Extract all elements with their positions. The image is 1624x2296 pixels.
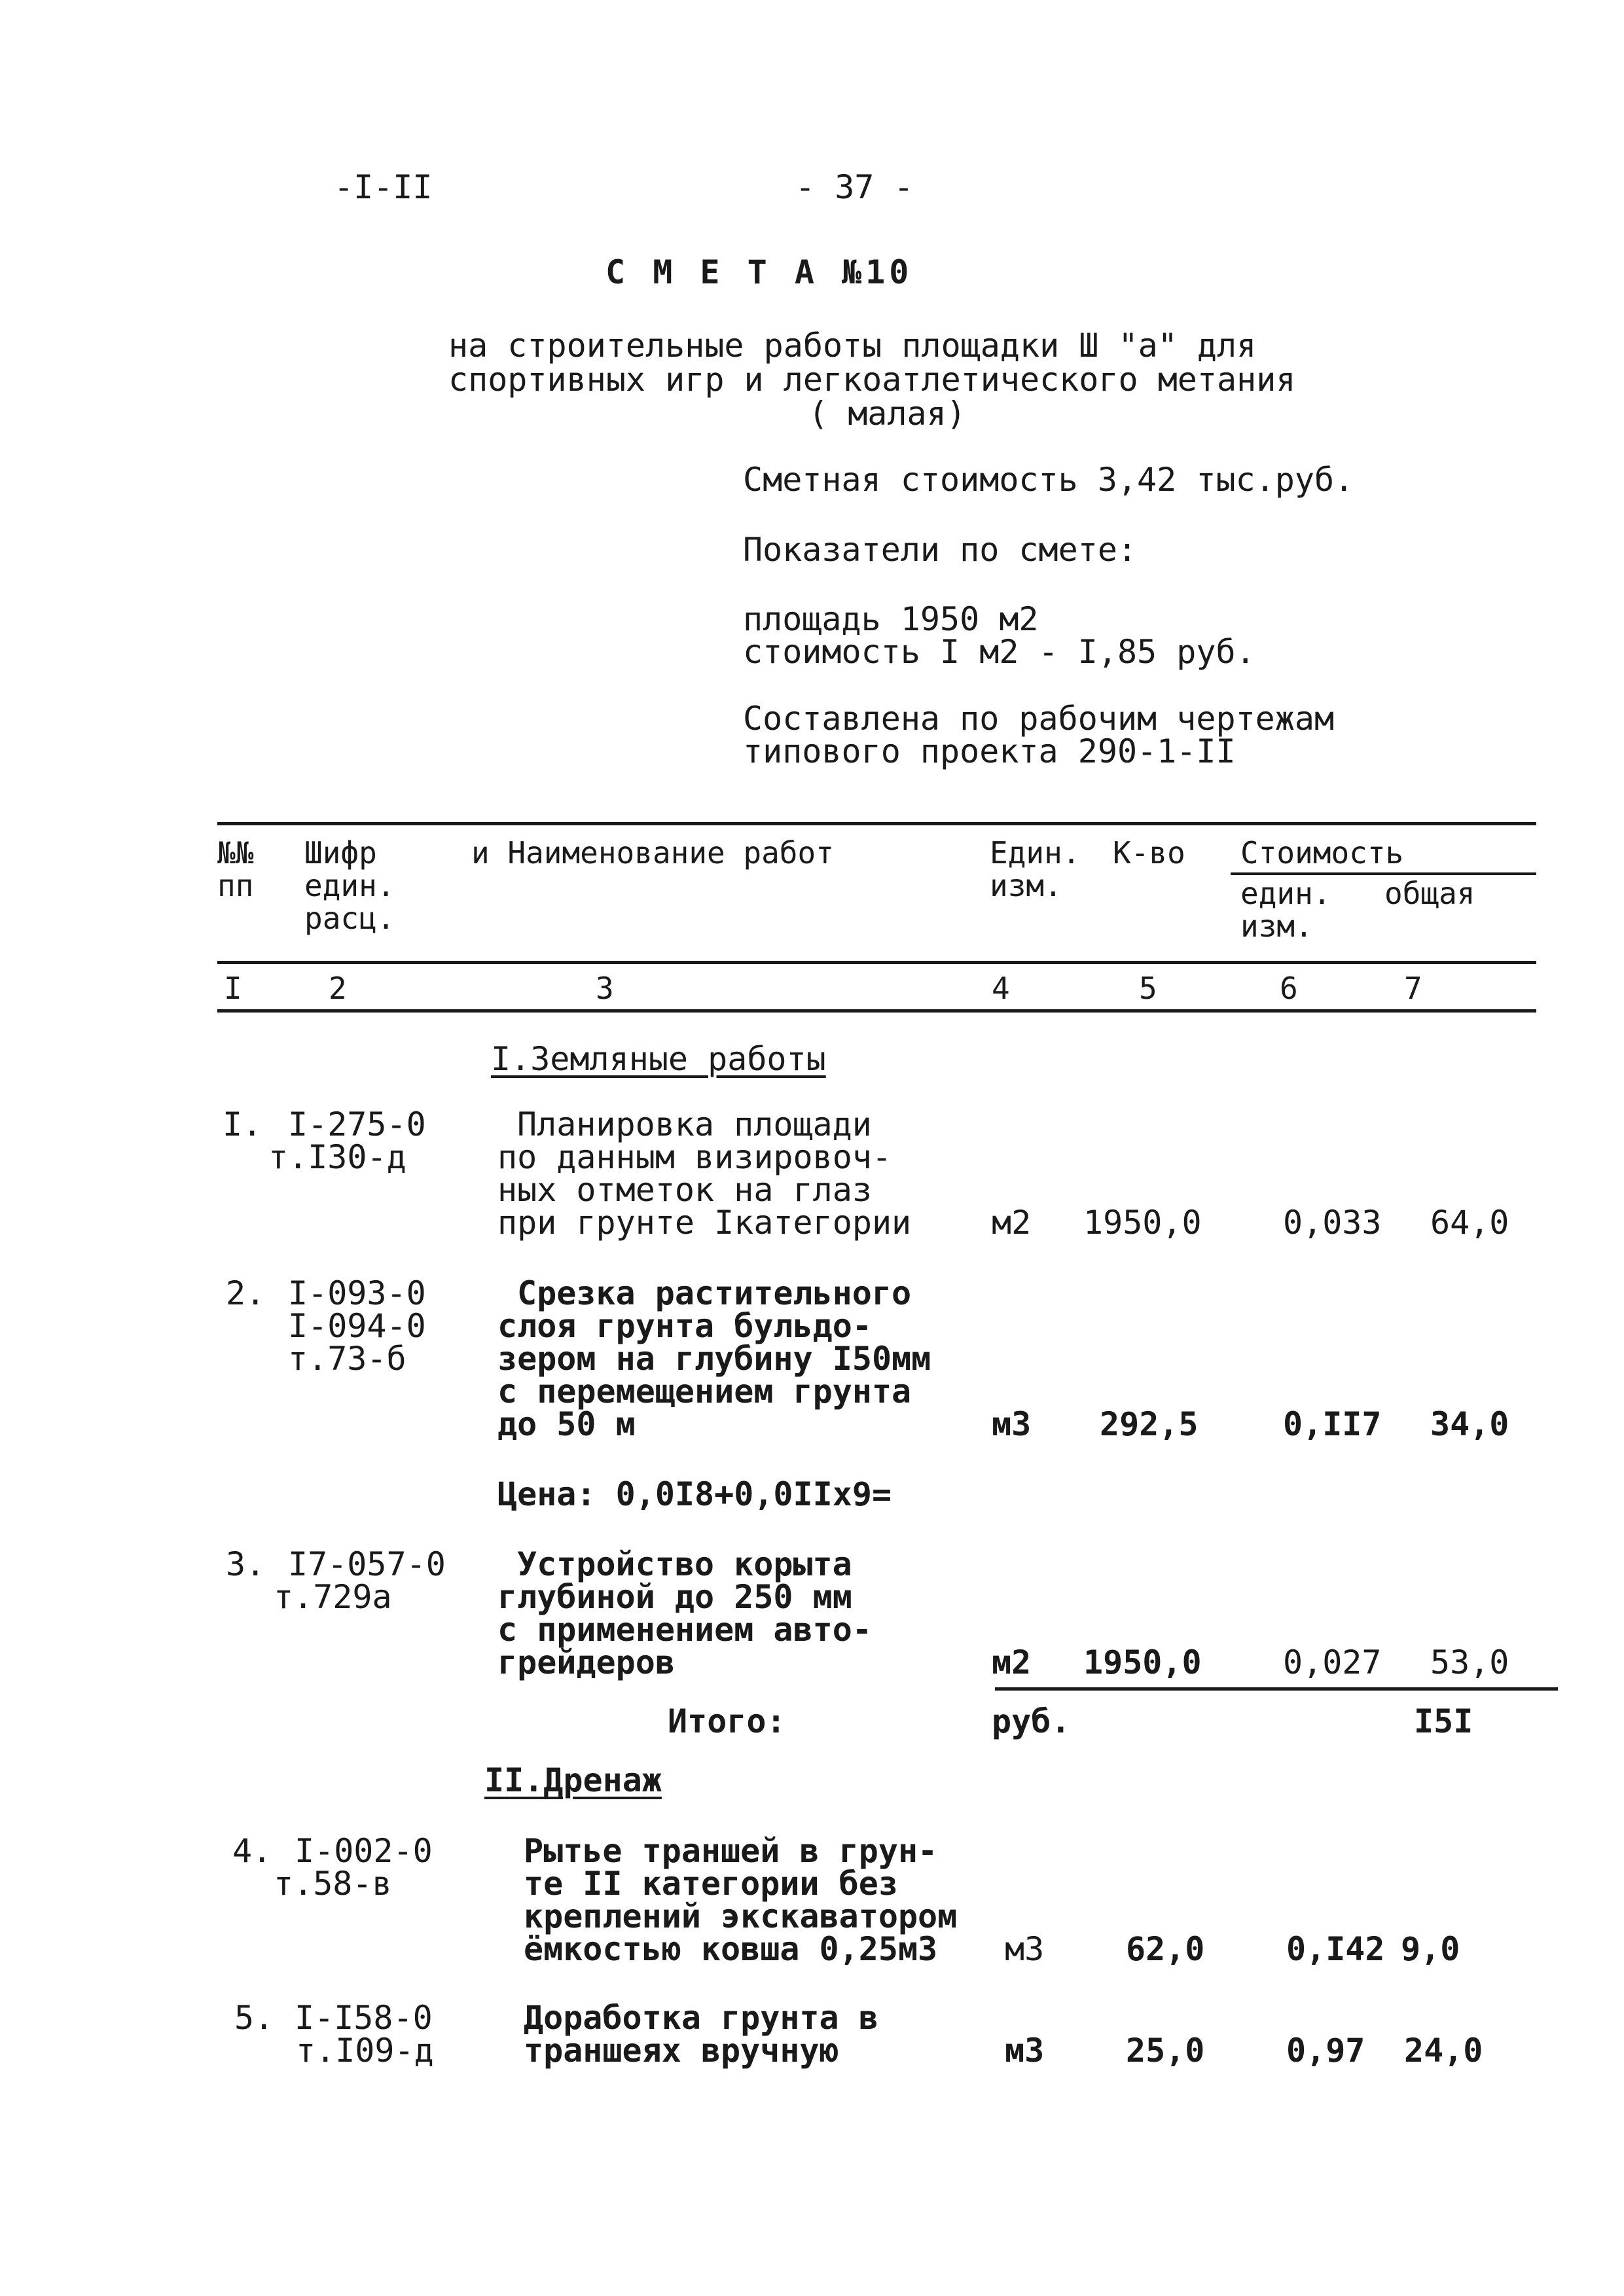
row-name: ёмкостью ковша 0,25м3: [524, 1930, 938, 1968]
area-indicator: площадь 1950 м2: [743, 600, 1039, 638]
header-cost-unit: един. изм.: [1240, 876, 1331, 944]
section-drainage: II.Дренаж: [484, 1761, 662, 1799]
row-price: 0,027: [1283, 1643, 1382, 1681]
subtotal-unit: руб.: [992, 1702, 1071, 1740]
row-name: Доработка грунта в: [524, 1999, 878, 2037]
col-number-6: 6: [1280, 971, 1298, 1006]
row-code: т.729а: [274, 1578, 392, 1616]
row-qty: 1950,0: [1083, 1204, 1202, 1242]
col-number-4: 4: [992, 971, 1010, 1006]
row-num: 2.: [226, 1274, 266, 1312]
row-code: I-094-0: [288, 1307, 426, 1345]
row-code: т.58-в: [274, 1865, 392, 1903]
unit-cost-indicator: стоимость I м2 - I,85 руб.: [743, 633, 1255, 671]
row-name: те II категории без: [524, 1865, 898, 1903]
row-total: 53,0: [1430, 1643, 1509, 1681]
row-name: до 50 м: [497, 1405, 636, 1443]
row-total: 9,0: [1401, 1930, 1460, 1968]
row-name: по данным визировоч-: [497, 1138, 892, 1176]
header-cost: Стоимость: [1240, 835, 1404, 870]
row-price: 0,II7: [1283, 1405, 1382, 1443]
row-qty: 1950,0: [1083, 1643, 1202, 1681]
header-name: и Наименование работ: [471, 835, 834, 870]
cost-header-rule: [1231, 872, 1536, 875]
row-name: Устройство корыта: [517, 1545, 852, 1583]
row-qty: 62,0: [1126, 1930, 1205, 1968]
col-numbers-rule: [217, 1009, 1536, 1013]
row-qty: 292,5: [1100, 1405, 1199, 1443]
row-name: креплений экскаватором: [524, 1897, 958, 1935]
col-number-3: 3: [596, 971, 614, 1006]
row-name: слоя грунта бульдо-: [497, 1307, 872, 1345]
row-unit: м2: [992, 1204, 1032, 1242]
row-total: 34,0: [1430, 1405, 1509, 1443]
section-earthworks: I.Земляные работы: [491, 1040, 826, 1078]
header-cost-total: общая: [1384, 876, 1475, 911]
col-number-1: I: [224, 971, 242, 1006]
subtitle-line-3: ( малая): [808, 395, 966, 433]
row-unit: м3: [1005, 1930, 1045, 1968]
row-price: 0,033: [1283, 1204, 1382, 1242]
header-num: №№ пп: [217, 835, 254, 903]
col-number-2: 2: [329, 971, 347, 1006]
row-code: т.I30-д: [268, 1138, 406, 1176]
col-number-7: 7: [1404, 971, 1422, 1006]
row-name: ных отметок на глаз: [497, 1171, 872, 1209]
subtitle-line-1: на строительные работы площадки Ш "а" для: [448, 327, 1257, 365]
header-unit: Един. изм.: [990, 835, 1081, 903]
row-unit: м2: [992, 1643, 1032, 1681]
row-unit: м3: [1005, 2032, 1045, 2070]
row-code: I-093-0: [288, 1274, 426, 1312]
table-top-rule: [217, 822, 1536, 825]
estimated-cost: Сметная стоимость 3,42 тыс.руб.: [743, 461, 1354, 499]
compiled-note-1: Составлена по рабочим чертежам: [743, 700, 1335, 738]
row-code: I-I58-0: [295, 1999, 433, 2037]
row-code: т.I09-д: [296, 2032, 434, 2070]
price-note: Цена: 0,0I8+0,0IIх9=: [497, 1475, 892, 1513]
row-num: 3.: [226, 1545, 266, 1583]
header-bottom-rule: [217, 961, 1536, 964]
row-qty: 25,0: [1126, 2032, 1205, 2070]
row-name: грейдеров: [497, 1643, 675, 1681]
estimate-title: С М Е Т А №10: [605, 253, 913, 291]
row-name: Срезка растительного: [517, 1274, 912, 1312]
document-code: -I-II: [334, 168, 433, 206]
row-name: глубиной до 250 мм: [497, 1578, 852, 1616]
row-name: Рытье траншей в грун-: [524, 1832, 938, 1870]
row-name: траншеях вручную: [524, 2032, 839, 2070]
subtotal-label: Итого:: [668, 1702, 786, 1740]
header-qty: К-во: [1113, 835, 1185, 870]
row-name: Планировка площади: [517, 1105, 872, 1143]
row-num: I.: [223, 1105, 262, 1143]
row-total: 64,0: [1430, 1204, 1509, 1242]
row-price: 0,97: [1286, 2032, 1365, 2070]
subtotal-value: I5I: [1414, 1702, 1473, 1740]
row-name: с применением авто-: [497, 1611, 872, 1649]
subtotal-rule: [995, 1687, 1558, 1691]
row-code: I-275-0: [288, 1105, 426, 1143]
row-code: I-002-0: [295, 1832, 433, 1870]
page-number: - 37 -: [795, 168, 914, 206]
row-num: 4.: [232, 1832, 272, 1870]
indicators-heading: Показатели по смете:: [743, 531, 1138, 569]
row-total: 24,0: [1404, 2032, 1483, 2070]
row-code: т.73-б: [288, 1340, 406, 1378]
row-name: с перемещением грунта: [497, 1372, 912, 1410]
header-code: Шифр един. расц.: [304, 835, 395, 936]
row-name: при грунте Iкатегории: [497, 1204, 912, 1242]
row-code: I7-057-0: [288, 1545, 446, 1583]
row-name: зером на глубину I50мм: [497, 1340, 931, 1378]
col-number-5: 5: [1139, 971, 1157, 1006]
row-unit: м3: [992, 1405, 1032, 1443]
row-price: 0,I42: [1286, 1930, 1385, 1968]
row-num: 5.: [234, 1999, 274, 2037]
compiled-note-2: типового проекта 290-1-II: [743, 732, 1236, 770]
subtitle-line-2: спортивных игр и легкоатлетического метания: [448, 361, 1296, 399]
